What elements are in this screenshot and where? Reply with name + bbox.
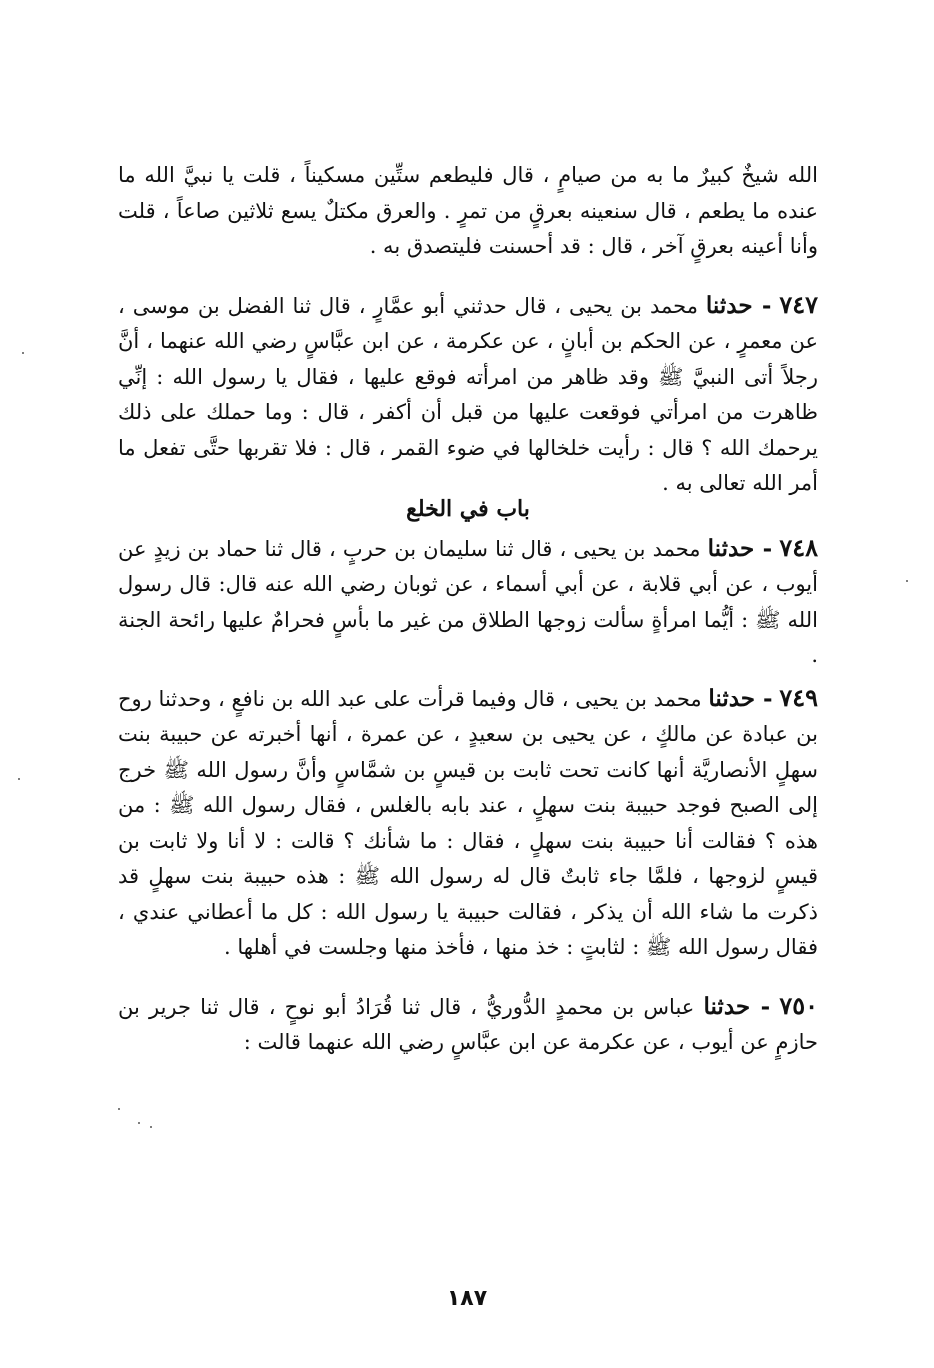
scan-speck [906, 580, 908, 582]
hadith-text: عباس بن محمدٍ الدُّوريُّ ، قال ثنا قُرَادُ أبو نوحٍ ، قال ثنا جرير بن حازمٍ عن أيوب ، عن عكرمة عن ابن عبَّاسٍ رضي الله عنهما قالت : [118, 994, 818, 1054]
hadith-747 [118, 287, 818, 502]
hadith-number: ٧٤٨ [779, 532, 818, 562]
page-body [118, 158, 818, 1061]
hadith-749 [118, 680, 818, 966]
scan-speck [18, 778, 20, 780]
scan-speck [150, 1126, 152, 1128]
scan-speck [138, 1122, 140, 1124]
intro-paragraph: الله شيخٌ كبيرٌ ما به من صيامٍ ، قال فليطعم ستِّين مسكيناً ، قلت يا نبيَّ الله ما عنده ما يطعم ، قال سنعينه بعرقٍ من تمرٍ . والعرق مكتلٌ يسع ثلاثين صاعاً ، قلت وأنا أعينه بعرقٍ آخر ، قال : قد أحسنت فليتصدق به . [118, 163, 818, 258]
hadith-text: محمد بن يحيى ، قال ثنا سليمان بن حربٍ ، قال ثنا حماد بن زيدٍ عن أيوب ، عن أبي قلابة ، عن أبي أسماء ، عن ثوبان رضي الله عنه قال: قال رسول الله ﷺ : أيُّما امرأةٍ سألت زوجها الطلاق من غير ما بأسٍ فحرامٌ عليها رائحة الجنة . [118, 536, 818, 667]
hadith-opening: - حدثنا [705, 291, 772, 319]
chapter-heading: باب في الخلع [406, 495, 530, 522]
scan-speck [22, 352, 24, 354]
page-number: ١٨٧ [446, 1286, 488, 1311]
hadith-number: ٧٤٧ [779, 289, 818, 319]
hadith-748 [118, 530, 818, 674]
hadith-number: ٧٤٩ [779, 682, 818, 712]
hadith-text: محمد بن يحيى ، قال حدثني أبو عمَّارٍ ، قال ثنا الفضل بن موسى ، عن معمرٍ ، عن الحكم بن أبانٍ ، عن عكرمة ، عن ابن عبَّاسٍ رضي الله عنهما ، أنَّ رجلاً أتى النبيَّ ﷺ وقد ظاهر من امرأته فوقع عليها ، فقال يا رسول الله : إنِّي ظاهرت من امرأتي فوقعت عليها من قبل أن أكفر ، قال : وما حملك على ذلك يرحمك الله ؟ قال : رأيت خلخالها في ضوء القمر ، قال : فلا تقربها حتَّى تفعل ما أمر الله تعالى به . [118, 293, 818, 495]
hadith-opening: - حدثنا [703, 992, 771, 1020]
hadith-opening: - حدثنا [708, 684, 773, 712]
scan-speck [118, 1108, 120, 1110]
hadith-text: محمد بن يحيى ، قال وفيما قرأت على عبد الله بن نافعٍ ، وحدثنا روح بن عبادة عن مالكٍ ، عن يحيى بن سعيدٍ ، عن عمرة ، أنها أخبرته عن حبيبة بنت سهلٍ الأنصاريَّة أنها كانت تحت ثابت بن قيسٍ بن شمَّاسٍ وأنَّ رسول الله ﷺ خرج إلى الصبح فوجد حبيبة بنت سهلٍ ، عند بابه بالغلس ، فقال رسول الله ﷺ : من هذه ؟ فقالت أنا حبيبة بنت سهلٍ ، فقال : ما شأنك ؟ قالت : لا أنا ولا ثابت بن قيسٍ لزوجها ، فلمَّا جاء ثابتٌ قال له رسول الله ﷺ : هذه حبيبة بنت سهلٍ قد ذكرت ما شاء الله أن يذكر ، فقالت حبيبة يا رسول الله : كل ما أعطاني عندي ، فقال رسول الله ﷺ : لثابتٍ : خذ منها ، فأخذ منها وجلست في أهلها . [118, 686, 818, 959]
hadith-750 [118, 988, 818, 1061]
hadith-opening: - حدثنا [707, 534, 773, 562]
hadith-number: ٧٥٠ [779, 990, 818, 1020]
